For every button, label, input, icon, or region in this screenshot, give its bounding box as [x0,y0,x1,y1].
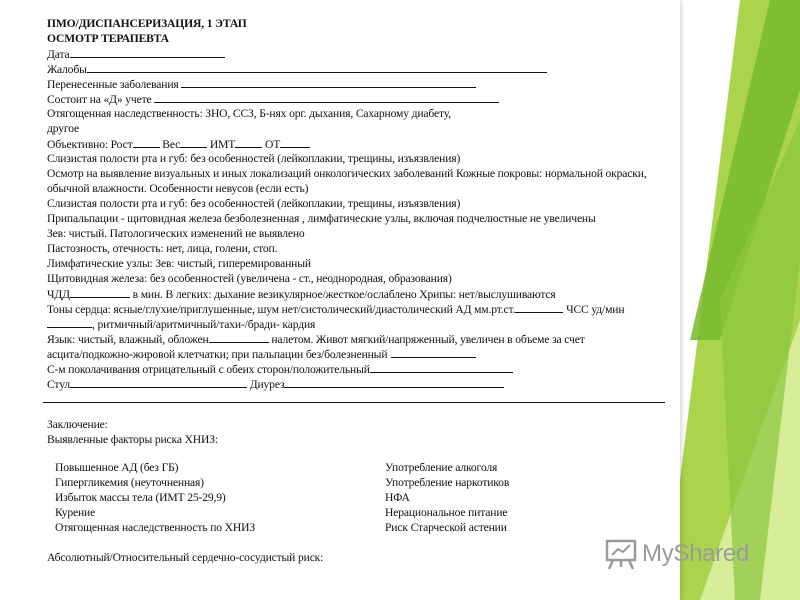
field-hr-blank [47,317,92,328]
risk-left-4: Курение [55,506,96,519]
field-date-label: Дата [47,48,70,61]
field-complaints-label: Жалобы [47,63,87,76]
field-skin-moisture: обычной влажности. Особенности невусов (если есть) [47,182,309,195]
field-ascites-text: асцита/подкожно-жировой клетчатки; при пальпации без/болезненный [47,348,388,361]
risk-left-1: Повышенное АД (без ГБ) [55,461,179,474]
field-date [47,47,225,62]
field-stool [47,377,504,392]
form-title: ПМО/ДИСПАНСЕРИЗАЦИЯ, 1 ЭТАП [47,17,247,30]
field-height-blank [133,137,160,148]
field-bmi-label: ИМТ [209,138,236,151]
field-stool-label: Стул [47,378,70,391]
conclusion-heading: Заключение: [47,418,108,431]
field-respiratory [47,287,556,302]
field-complaints-blank [87,62,547,73]
field-thyroid: Щитовидная железа: без особенностей (увеличена - ст., неоднородная, образования) [47,272,452,285]
risk-left-5: Отягощенная наследственность по ХНИЗ [55,521,255,534]
field-bmi-blank [235,137,262,148]
field-heart-label: Тоны сердца: ясные/глухие/приглушенные, шум нет/систолический/диастолический АД мм.рт.ст. [47,303,516,316]
form-subtitle: ОСМОТР ТЕРАПЕВТА [47,32,169,45]
field-diuresis-blank [284,377,504,388]
presentation-board-icon [604,537,638,571]
field-oral-mucosa: Слизистая полости рта и губ: без особенностей (лейкоплакии, трещины, изъязвления) [47,152,461,165]
field-heredity: Отягощенная наследственность: ЗНО, ССЗ, Б-нях орг. дыхания, Сахарному диабету, [47,107,451,120]
field-date-blank [70,47,225,58]
field-objective [47,137,310,152]
field-dispensary [47,92,499,107]
field-oral-mucosa-2: Слизистая полости рта и губ: без особенностей (лейкоплакии, трещины, изъязвления) [47,197,461,210]
risk-factors-heading: Выявленные факторы риска ХНИЗ: [47,433,218,446]
field-tongue [47,332,585,347]
field-tapping-blank [370,362,513,373]
field-lungs-text: в мин. В легких: дыхание везикулярное/жесткое/ослаблено Хрипы: нет/выслушиваются [132,288,556,301]
field-tapping [47,362,513,377]
field-edema: Пастозность, отечность: нет, лица, голени, стоп. [47,242,278,255]
field-rhythm [47,317,315,332]
field-lymph-nodes: Лимфатические узлы: Зев: чистый, гиперемированный [47,257,311,270]
field-past-diseases-label: Перенесенные заболевания [47,78,179,91]
field-complaints [47,62,547,77]
field-tapping-text: С-м поколачивания отрицательный с обеих сторон/положительный [47,363,370,376]
myshared-watermark [604,534,779,574]
field-pharynx: Зев: чистый. Патологических изменений не выявлено [47,227,305,240]
field-past-diseases [47,77,476,92]
risk-right-1: Употребление алкоголя [385,461,498,474]
risk-right-4: Нерациональное питание [385,506,508,519]
risk-left-3: Избыток массы тела (ИМТ 25-29,9) [55,491,226,504]
field-dispensary-label: Состоит на «Д» учете [47,93,152,106]
field-waist-label: ОТ [264,138,281,151]
field-weight-blank [180,137,207,148]
field-ascites-blank [391,347,476,358]
risk-left-2: Гипергликемия (неуточненная) [55,476,204,489]
risk-right-5: Риск Старческой астении [385,521,507,534]
watermark-text: MyShared [642,540,749,567]
field-tongue-label: Язык: чистый, влажный, обложен [47,333,209,346]
field-ascites [47,347,476,362]
field-heart-sounds [47,302,624,317]
risk-right-2: Употребление наркотиков [385,476,510,489]
field-height-label: Объективно: Рост [47,138,133,151]
field-weight-label: Вес [162,138,181,151]
field-waist-blank [280,137,310,148]
section-divider [43,402,665,403]
field-abdomen-text: налетом. Живот мягкий/напряженный, увеличен в объеме за счет [271,333,585,346]
field-stool-blank [70,377,247,388]
field-diuresis-label: Диурез [249,378,285,391]
field-tongue-blank [209,332,269,343]
field-hr-label: ЧСС уд/мин [566,303,625,316]
field-heredity-other: другое [47,122,79,135]
field-onco-exam: Осмотр на выявление визуальных и иных локализаций онкологических заболеваний Кожные покровы: нормальной окраски, [47,167,647,180]
field-bp-blank [515,302,563,313]
risk-right-3: НФА [385,491,410,504]
field-palpation: Припальпации - щитовидная железа безболезненная , лимфатические узлы, включая подчелюстные не увеличены [47,212,596,225]
field-rr-label: ЧДД [47,288,70,301]
field-rhythm-text: , ритмичный/аритмичный/тахи-/бради- кардия [92,318,316,331]
field-past-diseases-blank [181,77,476,88]
field-rr-blank [70,287,130,298]
field-dispensary-blank [154,92,499,103]
cv-risk-line: Абсолютный/Относительный сердечно-сосудистый риск: [47,551,324,564]
